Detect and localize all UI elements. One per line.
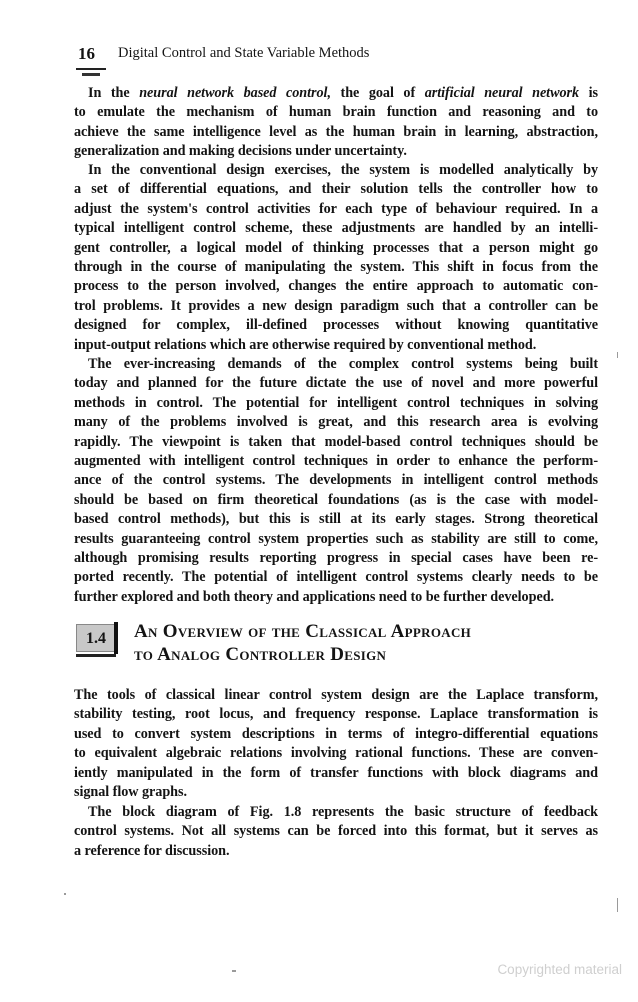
paragraph-line: to emulate the mechanism of human brain function and reasoning and to xyxy=(74,104,598,121)
section-heading-line: An Overview of the Classical Approach xyxy=(134,621,472,642)
paragraph-line: adjust the system's control activities for each type of behaviour required. In a xyxy=(74,200,598,217)
paragraph-line: generalization and making decisions under uncertainty. xyxy=(74,143,407,160)
paragraph-line: trol problems. It provides a new design paradigm such that a controller can be xyxy=(74,297,598,314)
paragraph-line: many of the problems involved is great, and this research area is evolving xyxy=(74,414,598,431)
paragraph-line: today and planned for the future dictate the use of novel and more powerful xyxy=(74,375,598,392)
section-heading-line: to Analog Controller Design xyxy=(134,644,387,665)
paragraph-line: input-output relations which are otherwise required by conventional method. xyxy=(74,336,537,353)
paragraph-line: ance of the control systems. The developments in intelligent control methods xyxy=(74,472,598,489)
paragraph-line: used to convert system descriptions in terms of integro-differential equations xyxy=(74,725,598,742)
header-rule-accent xyxy=(82,73,100,76)
paragraph-line xyxy=(74,84,598,103)
scan-speck xyxy=(64,893,66,895)
paragraph-line: control systems. Not all systems can be forced into this format, but it serves as xyxy=(74,823,598,840)
paragraph-line: The block diagram of Fig. 1.8 represents the basic structure of feedback xyxy=(88,804,598,820)
paragraph-line: iently manipulated in the form of transfer functions with block diagrams and xyxy=(74,764,598,781)
copyright-watermark: Copyrighted material xyxy=(497,962,622,977)
header-rule xyxy=(76,68,106,70)
paragraph-line: rapidly. The viewpoint is taken that model-based control techniques should be xyxy=(74,433,598,450)
paragraph-line: process to the person involved, changes the entire approach to automatic con- xyxy=(74,278,598,295)
emphasis-artificial-neural-network: artificial neural network xyxy=(424,85,580,101)
running-title: Digital Control and State Variable Methods xyxy=(118,45,370,61)
paragraph-block-diagram xyxy=(74,803,598,861)
text-run: In the xyxy=(88,85,140,101)
paragraph-line: should be based on firm theoretical foundations (as is the case with model- xyxy=(74,491,598,508)
section-number-box: 1.4 xyxy=(76,624,116,652)
paragraph-line: augmented with intelligent control techniques in order to enhance the perform- xyxy=(74,453,598,470)
section-heading xyxy=(134,620,604,666)
paragraph-line: although promising results reporting progress in special cases have been re- xyxy=(74,550,598,567)
paragraph-neural-network-control xyxy=(74,84,598,162)
paragraph-line: results guaranteeing control system properties such as stability are still to come, xyxy=(74,530,598,547)
paragraph-line: methods in control. The potential for intelligent control techniques in solving xyxy=(74,394,598,411)
paragraph-line: to equivalent algebraic relations involving rational functions. These are conven- xyxy=(74,745,598,762)
emphasis-neural-network-based-control: neural network based control, xyxy=(139,85,331,101)
paragraph-line: further explored and both theory and applications need to be further developed. xyxy=(74,588,555,605)
running-header xyxy=(76,44,596,68)
paragraph-line: stability testing, root locus, and frequency response. Laplace transformation is xyxy=(74,706,598,723)
paragraph-line: The ever-increasing demands of the complex control systems being built xyxy=(88,356,598,372)
paragraph-line: designed for complex, ill-defined processes without knowing quantitative xyxy=(74,317,598,334)
page-number: 16 xyxy=(78,44,95,63)
paragraph-line: ported recently. The potential of intelligent control systems clearly needs to be xyxy=(74,569,598,586)
paragraph-line: The tools of classical linear control system design are the Laplace transform, xyxy=(74,687,598,703)
scan-speck xyxy=(232,970,236,972)
paragraph-line: based control methods), but this is still at its early stages. Strong theoretical xyxy=(74,511,598,528)
paragraph-line: signal flow graphs. xyxy=(74,784,187,801)
paragraph-line: a set of differential equations, and their solution tells the controller how to xyxy=(74,181,598,198)
text-run: the goal of xyxy=(330,85,425,101)
paragraph-line: through in the course of manipulating the system. This shift in focus from the xyxy=(74,259,598,276)
paragraph-line: a reference for discussion. xyxy=(74,842,230,859)
paragraph-line: gent controller, a logical model of thinking processes that a person might go xyxy=(74,239,598,256)
scan-speck xyxy=(617,352,618,358)
paragraph-ever-increasing-demands xyxy=(74,355,598,607)
scan-speck xyxy=(617,898,618,912)
section-number-underline xyxy=(76,654,116,657)
paragraph-conventional-design xyxy=(74,161,598,355)
section-number-bar xyxy=(114,622,118,654)
paragraph-line: In the conventional design exercises, the system is modelled analytically by xyxy=(88,162,598,178)
paragraph-classical-tools xyxy=(74,686,598,802)
paragraph-line: typical intelligent control scheme, these adjustments are handled by an intelli- xyxy=(74,220,598,237)
text-run: is xyxy=(579,85,598,101)
paragraph-line: achieve the same intelligence level as the human brain in learning, abstraction, xyxy=(74,123,598,140)
